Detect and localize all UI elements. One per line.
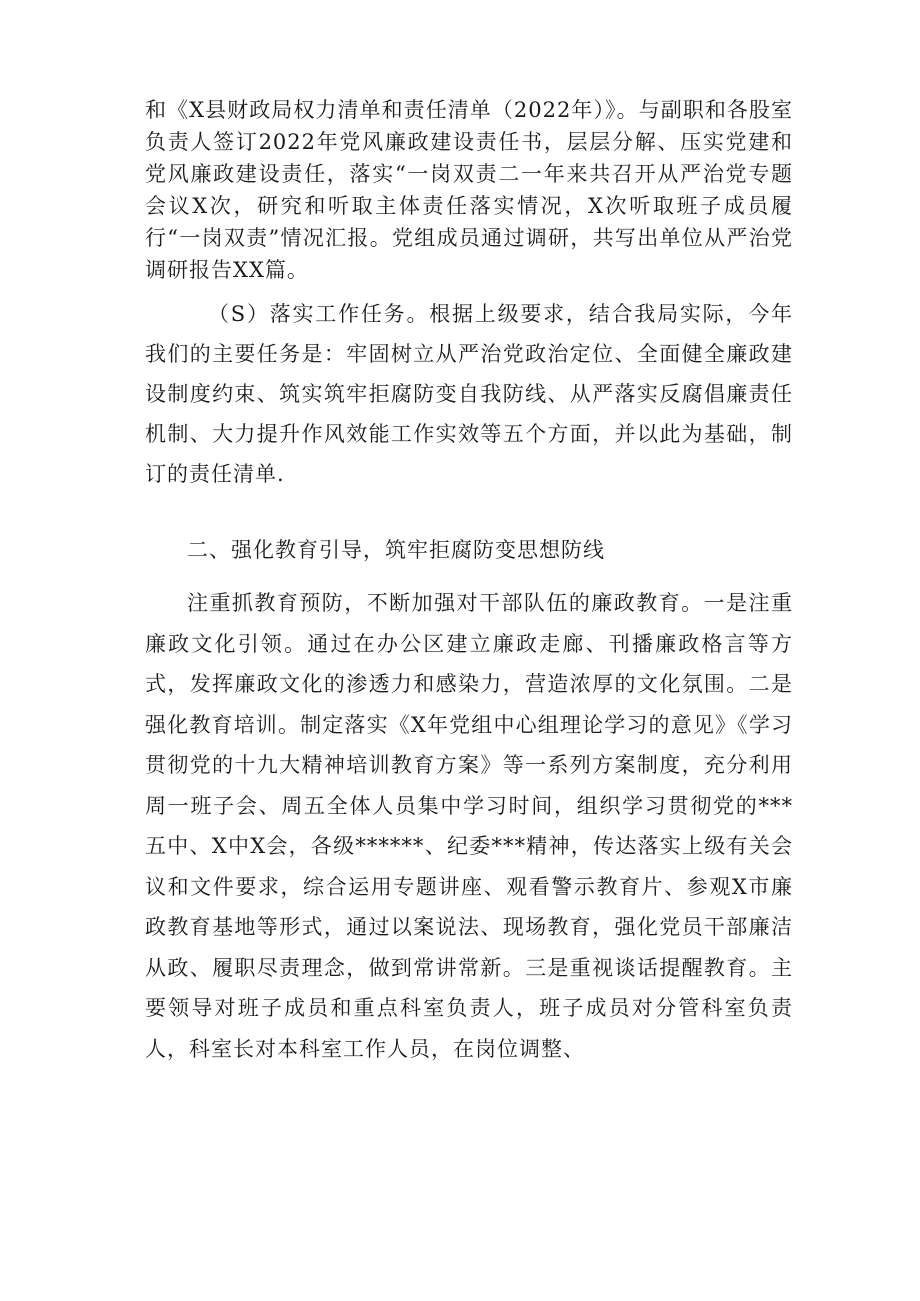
- section-heading-education: 二、强化教育引导，筑牢拒腐防变思想防线: [187, 538, 605, 562]
- paragraph-responsibility-list: 和《X县财政局权力清单和责任清单（2022年）》。与副职和各股室负责人签订2022年党风廉政建设责任书，层层分解、压实党建和党风廉政建设责任，落实“一岗双责二一年来共召开从严治党专题会议X次，研究和听取主体责任落实情况，X次听取班子成员履行“一岗双责”情况汇报。党组成员通过调研，共写出单位从严治党调研报告XX篇。: [145, 98, 793, 282]
- paragraph-work-tasks: （S）落实工作任务。根据上级要求，结合我局实际，今年我们的主要任务是：牢固树立从严治党政治定位、全面健全廉政建设制度约束、筑实筑牢拒腐防变自我防线、从严落实反腐倡廉责任机制、大力提升作风效能工作实效等五个方面，并以此为基础，制订的责任清单.: [145, 302, 793, 486]
- paragraph-education-prevention: 注重抓教育预防，不断加强对干部队伍的廉政教育。一是注重廉政文化引领。通过在办公区建立廉政走廊、刊播廉政格言等方式，发挥廉政文化的渗透力和感染力，营造浓厚的文化氛围。二是强化教育培训。制定落实《X年党组中心组理论学习的意见》《学习贯彻党的十九大精神培训教育方案》等一系列方案制度，充分利用周一班子会、周五全体人员集中学习时间，组织学习贯彻党的***五中、X中X会，各级******、纪委***精神，传达落实上级有关会议和文件要求，综合运用专题讲座、观看警示教育片、参观X市廉政教育基地等形式，通过以案说法、现场教育，强化党员干部廉洁从政、履职尽责理念，做到常讲常新。三是重视谈话提醒教育。主要领导对班子成员和重点科室负责人，班子成员对分管科室负责人，科室长对本科室工作人员，在岗位调整、: [145, 591, 793, 1061]
